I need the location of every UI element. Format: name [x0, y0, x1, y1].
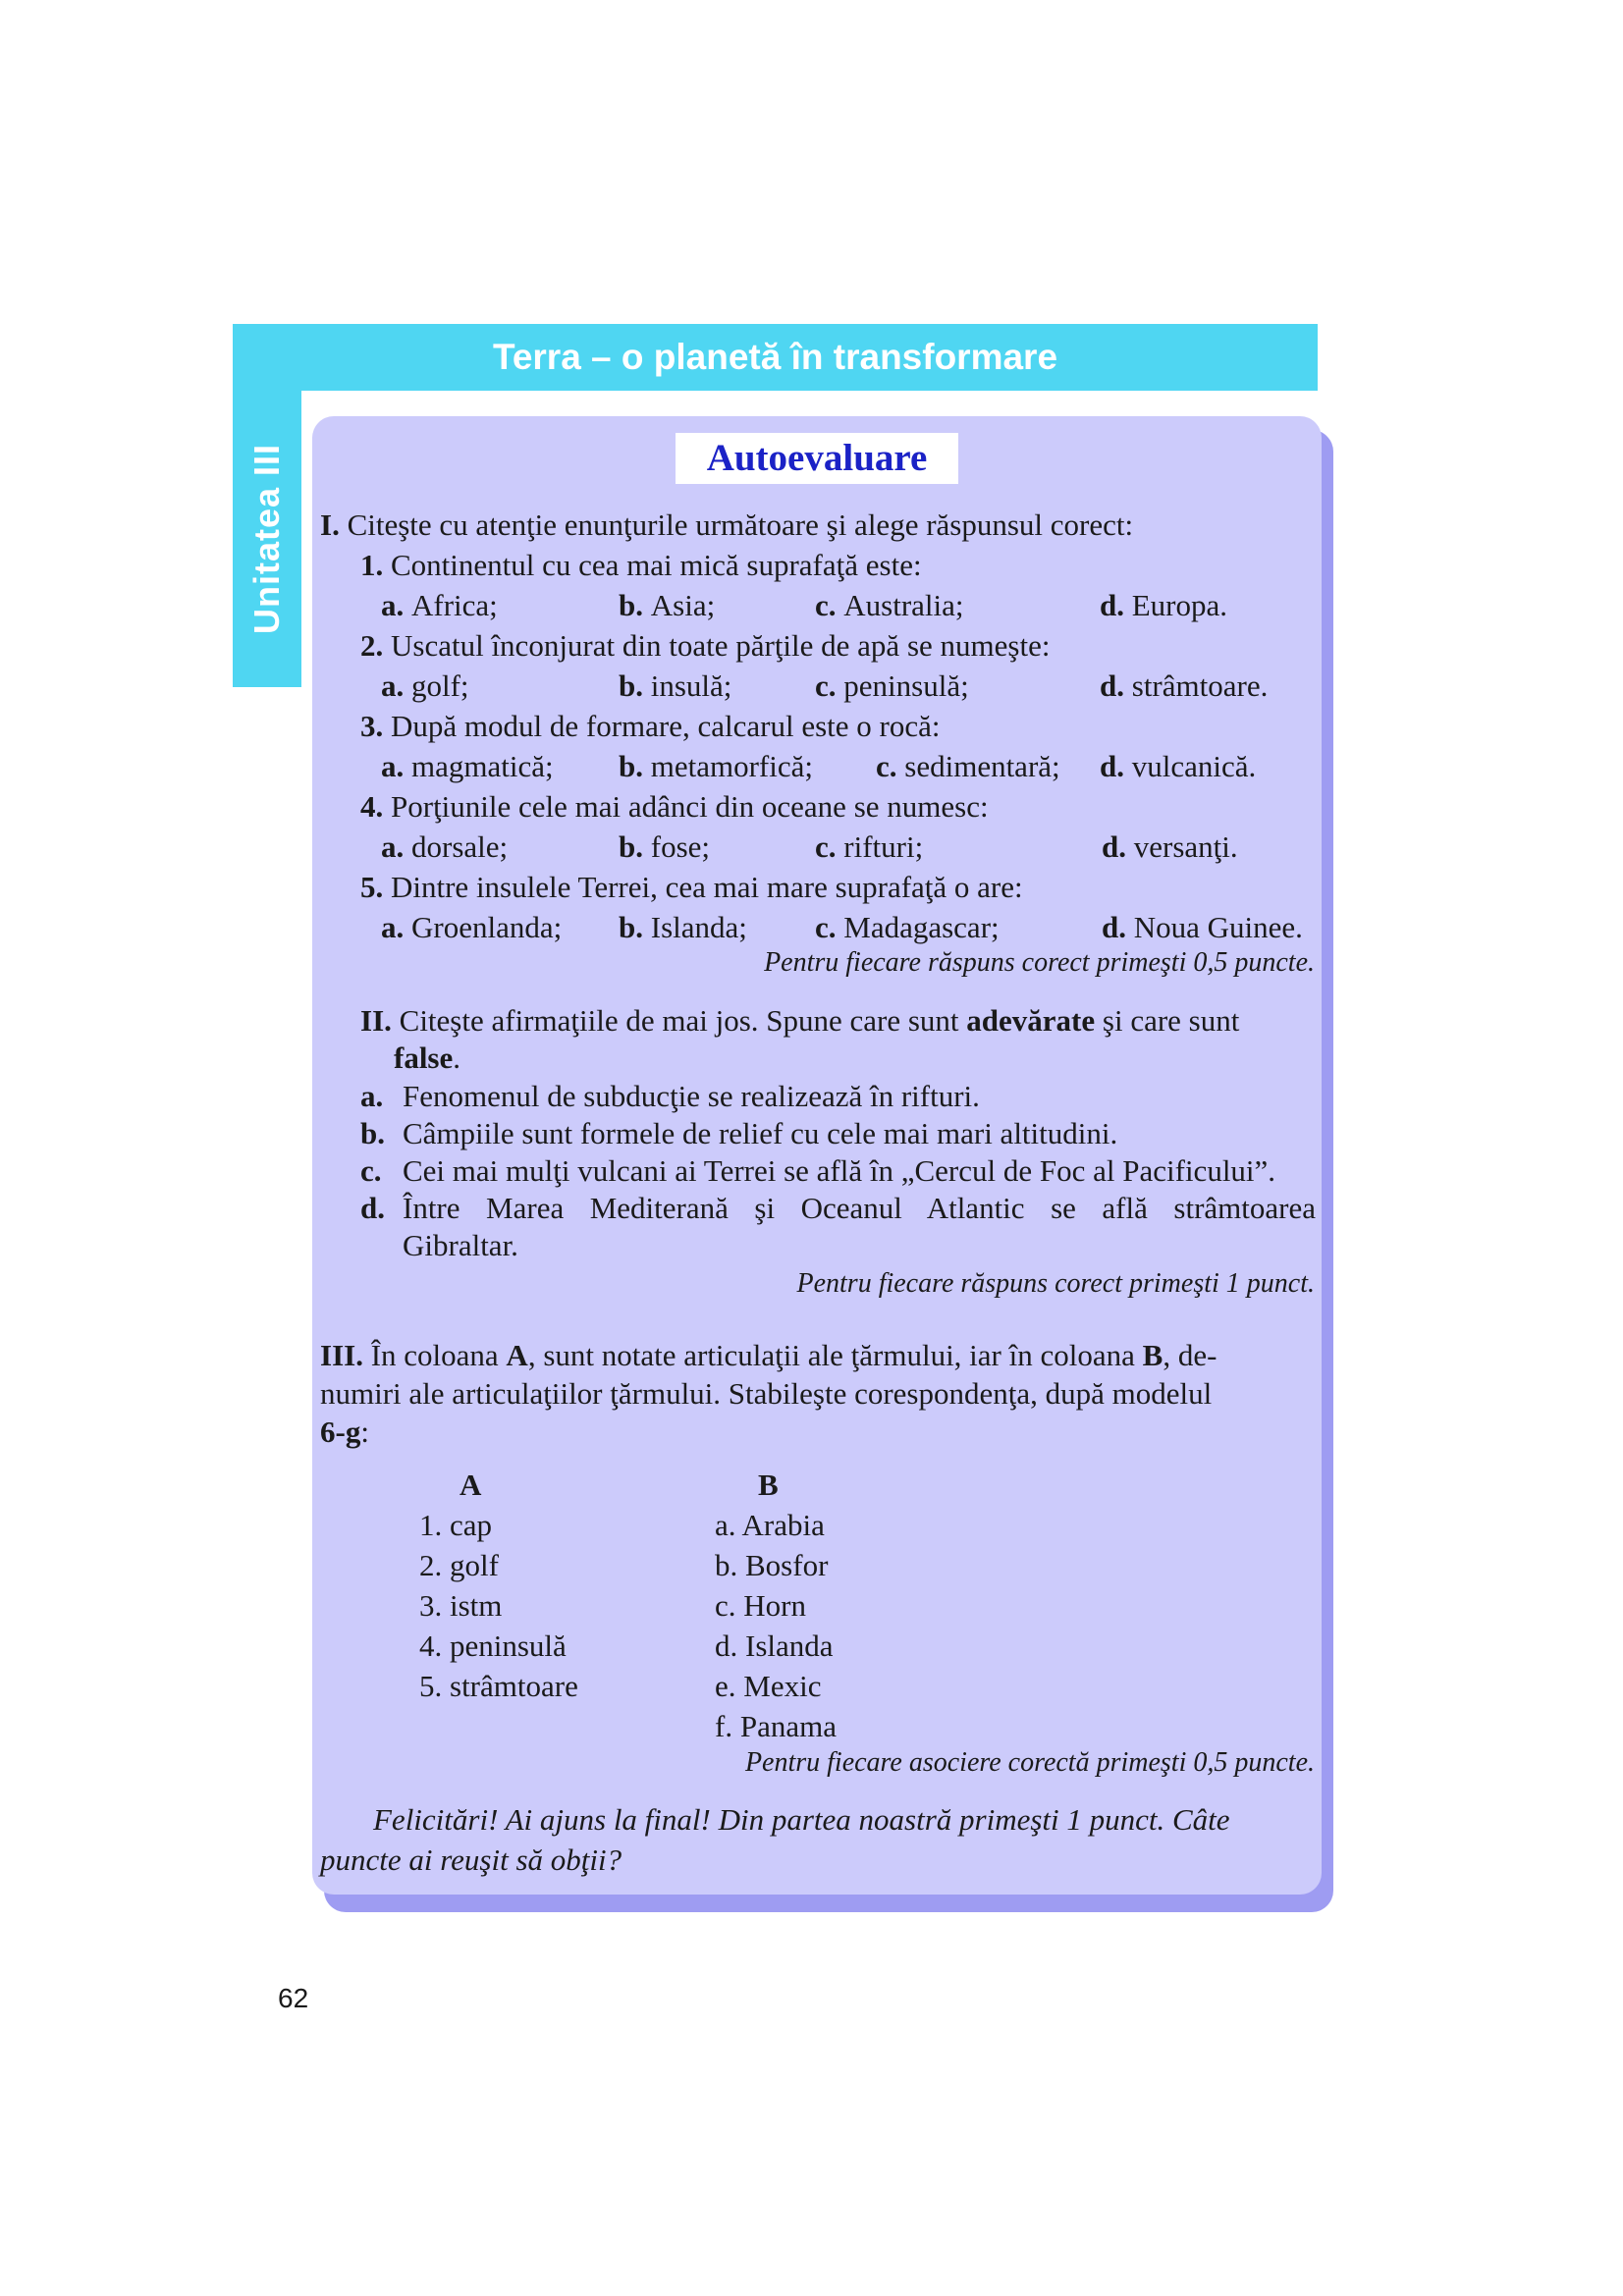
q5-option-c: c. Madagascar; — [815, 910, 1000, 944]
q1-option-d: d. Europa. — [1100, 588, 1228, 622]
q4-option-b: b. fose; — [619, 829, 711, 864]
unit-tab-label: Unitatea III — [246, 443, 287, 635]
part3-instruction: III. În coloana A, sunt notate articulaţii ale ţărmului, iar în coloana B, de- — [320, 1338, 1217, 1372]
part2-item-b: b. — [360, 1116, 385, 1150]
q4-option-a: a. dorsale; — [381, 829, 509, 864]
part1-instruction: I. Citeşte cu atenţie enunţurile următoare şi alege răspunsul corect: — [320, 507, 1134, 542]
part2-item-c: c. — [360, 1153, 382, 1188]
question-3: 3. După modul de formare, calcarul este o rocă: — [360, 709, 941, 743]
q2-option-d: d. strâmtoare. — [1100, 668, 1269, 703]
q3-option-a: a. magmatică; — [381, 749, 554, 783]
part2-score-note: Pentru fiecare răspuns corect primeşti 1 punct. — [796, 1268, 1315, 1299]
q5-option-a: a. Groenlanda; — [381, 910, 563, 944]
q2-option-b: b. insulă; — [619, 668, 732, 703]
q3-option-d: d. vulcanică. — [1100, 749, 1257, 783]
column-b-item: e. Mexic — [715, 1669, 822, 1703]
q4-option-c: c. rifturi; — [815, 829, 924, 864]
column-a-item: 2. golf — [419, 1548, 499, 1582]
question-4: 4. Porţiunile cele mai adânci din oceane se numesc: — [360, 789, 989, 824]
page-number: 62 — [278, 1983, 309, 2013]
part2-instruction: II. Citeşte afirmaţiile de mai jos. Spune care sunt adevărate şi care sunt — [360, 1003, 1240, 1038]
part2-item-a-text: Fenomenul de subducţie se realizează în rifturi. — [403, 1079, 980, 1113]
q2-option-c: c. peninsulă; — [815, 668, 969, 703]
column-b-item: a. Arabia — [715, 1508, 825, 1542]
final-message: Felicitări! Ai ajuns la final! Din partea noastră primeşti 1 punct. Câte — [373, 1802, 1230, 1837]
part2-item-b-text: Câmpiile sunt formele de relief cu cele mai mari altitudini. — [403, 1116, 1118, 1150]
column-b-header: B — [758, 1468, 779, 1502]
q1-option-c: c. Australia; — [815, 588, 964, 622]
part2-item-d-text-cont: Gibraltar. — [403, 1228, 518, 1262]
column-a-item: 1. cap — [419, 1508, 493, 1542]
q2-option-a: a. golf; — [381, 668, 469, 703]
column-b-item: d. Islanda — [715, 1629, 834, 1663]
final-message-cont: puncte ai reuşit să obţii? — [320, 1842, 622, 1877]
part3-instruction-cont: numiri ale articulaţiilor ţărmului. Stabileşte corespondenţa, după modelul — [320, 1376, 1213, 1411]
column-b-item: b. Bosfor — [715, 1548, 829, 1582]
q1-option-b: b. Asia; — [619, 588, 716, 622]
q3-option-c: c. sedimentară; — [876, 749, 1060, 783]
column-a-item: 4. peninsulă — [419, 1629, 567, 1663]
part1-score-note: Pentru fiecare răspuns corect primeşti 0,5 puncte. — [764, 947, 1315, 978]
q5-option-d: d. Noua Guinee. — [1102, 910, 1303, 944]
q1-option-a: a. Africa; — [381, 588, 498, 622]
part2-item-c-text: Cei mai mulţi vulcani ai Terrei se află în „Cercul de Foc al Pacificului”. — [403, 1153, 1276, 1188]
q3-option-b: b. metamorfică; — [619, 749, 813, 783]
part2-item-d: d. — [360, 1191, 385, 1225]
part3-score-note: Pentru fiecare asociere corectă primeşti 0,5 puncte. — [744, 1747, 1315, 1778]
section-title: Autoevaluare — [676, 433, 958, 484]
part2-item-a: a. — [360, 1079, 384, 1113]
column-b-item: f. Panama — [715, 1709, 837, 1743]
part2-instruction-cont: false. — [394, 1041, 461, 1075]
column-b-item: c. Horn — [715, 1588, 806, 1623]
chapter-header: Terra – o planetă în transformare — [233, 324, 1318, 391]
question-2: 2. Uscatul înconjurat din toate părţile de apă se numeşte: — [360, 628, 1051, 663]
part2-item-d-text: Între Marea Mediterană şi Oceanul Atlantic se află strâmtoarea — [403, 1191, 1316, 1225]
column-a-header: A — [460, 1468, 482, 1502]
question-1: 1. Continentul cu cea mai mică suprafaţă este: — [360, 548, 922, 582]
column-a-item: 5. strâmtoare — [419, 1669, 578, 1703]
q4-option-d: d. versanţi. — [1102, 829, 1238, 864]
q5-option-b: b. Islanda; — [619, 910, 747, 944]
column-a-item: 3. istm — [419, 1588, 503, 1623]
part3-model: 6-g: — [320, 1415, 369, 1449]
question-5: 5. Dintre insulele Terrei, cea mai mare suprafaţă o are: — [360, 870, 1023, 904]
